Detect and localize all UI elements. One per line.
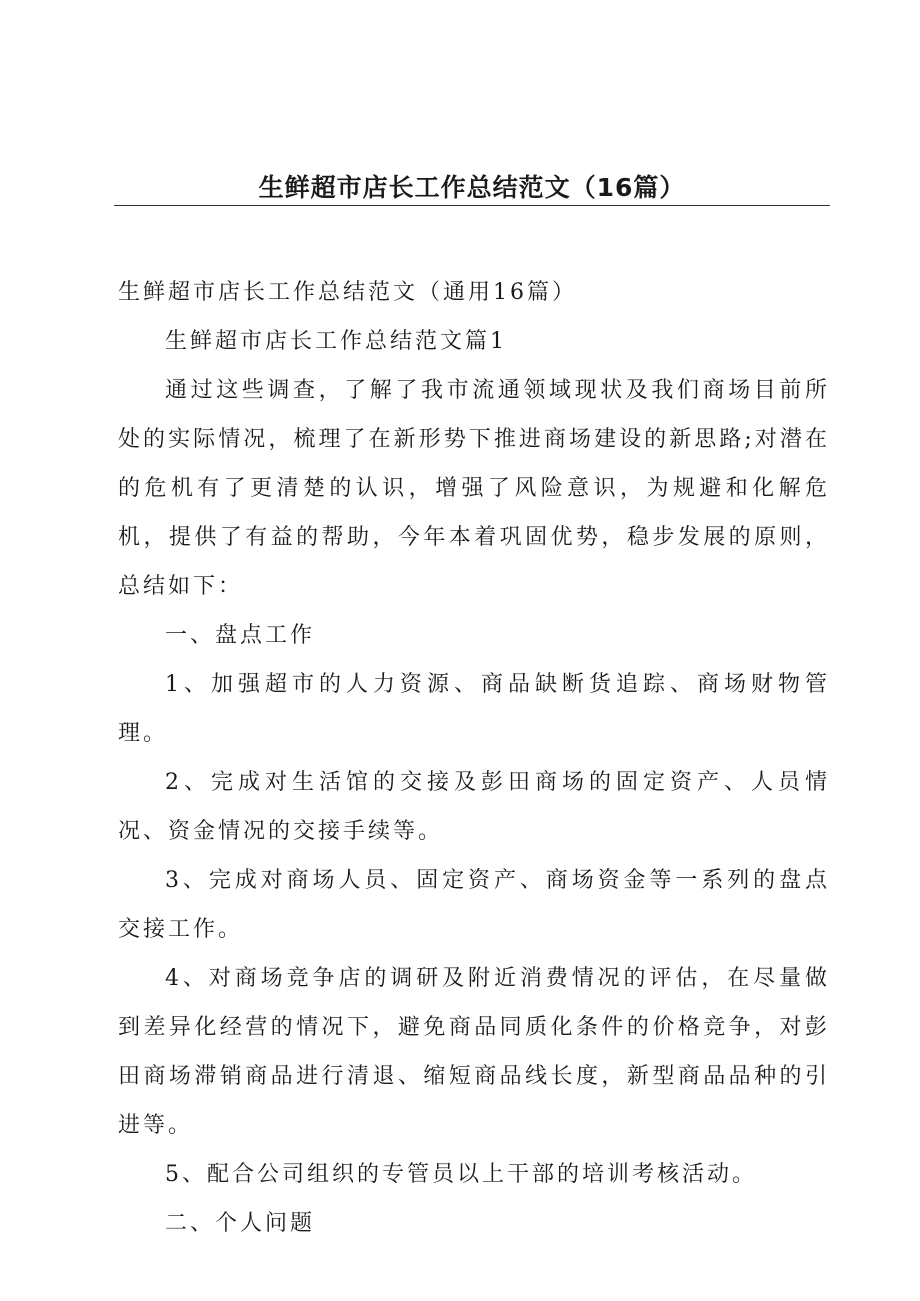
document-body <box>118 268 830 1248</box>
list-item: 1、加强超市的人力资源、商品缺断货追踪、商场财物管理。 <box>118 672 830 746</box>
title-underline <box>114 205 830 206</box>
part1-heading: 一、盘点工作 <box>165 623 316 648</box>
list-item: 4、对商场竞争店的调研及附近消费情况的评估，在尽量做到差异化经营的情况下，避免商品同质化条件的价格竞争，对彭田商场滞销商品进行清退、缩短商品线长度，新型商品品种的引进等。 <box>118 966 830 1138</box>
list-item: 5、配合公司组织的专管员以上干部的培训考核活动。 <box>165 1162 757 1187</box>
list-item: 3、完成对商场人员、固定资产、商场资金等一系列的盘点交接工作。 <box>118 868 830 942</box>
document-subtitle: 生鲜超市店长工作总结范文（通用16篇） <box>118 280 577 305</box>
section-heading: 生鲜超市店长工作总结范文篇1 <box>165 329 507 354</box>
part2-heading: 二、个人问题 <box>165 1211 316 1236</box>
list-item: 2、完成对生活馆的交接及彭田商场的固定资产、人员情况、资金情况的交接手续等。 <box>118 770 830 844</box>
intro-paragraph: 通过这些调查，了解了我市流通领域现状及我们商场目前所处的实际情况，梳理了在新形势下推进商场建设的新思路;对潜在的危机有了更清楚的认识，增强了风险意识，为规避和化解危机，提供了有益的帮助，今年本着巩固优势，稳步发展的原则，总结如下： <box>118 378 830 599</box>
document-title: 生鲜超市店长工作总结范文（16篇） <box>258 173 686 202</box>
